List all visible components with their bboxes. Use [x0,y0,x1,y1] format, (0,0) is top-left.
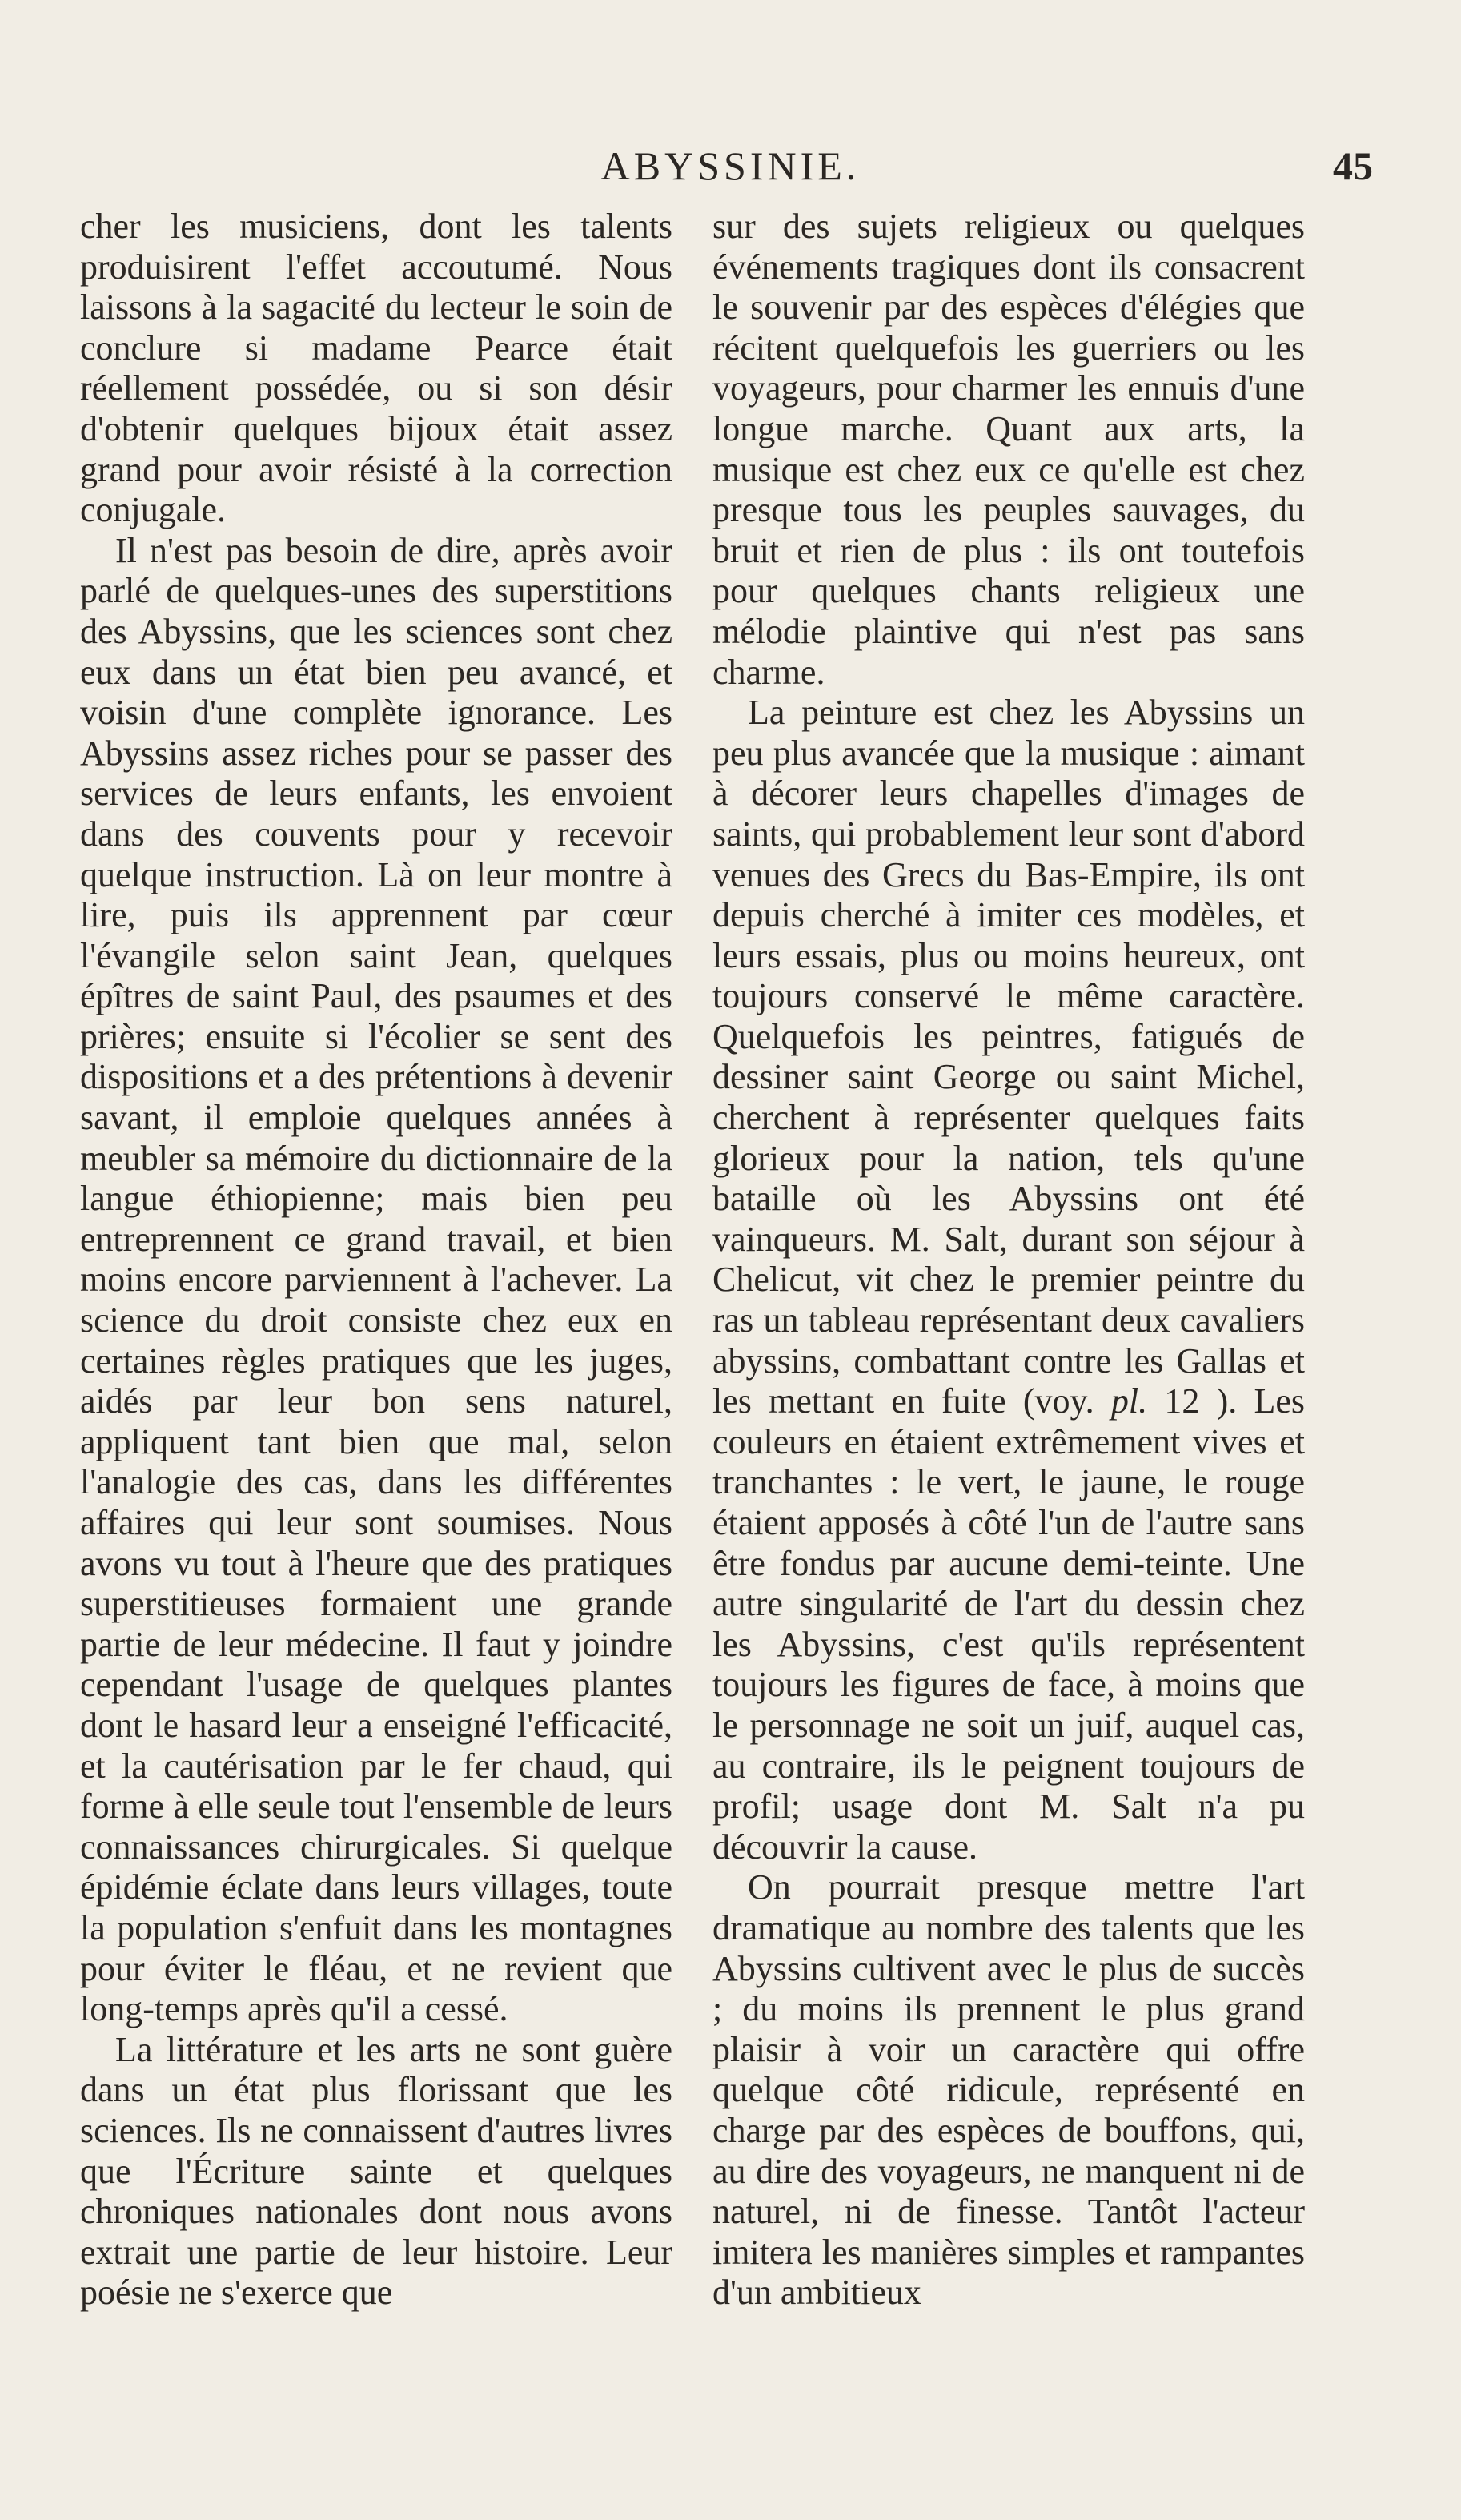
right-paragraph-1: sur des sujets religieux ou quelques événements tragiques dont ils consacrent le souvenir par des espèces d'élégies que récitent quelquefois les guerriers ou les voyageurs, pour charmer les ennuis d'une longue marche. Quant aux arts, la musique est chez eux ce qu'elle est chez presque tous les peuples sauvages, du bruit et rien de plus : ils ont toutefois pour quelques chants religieux une mélodie plaintive qui n'est pas sans charme. [712,207,1305,692]
left-column [80,207,672,2313]
right-paragraph-2-text-b: 12 ). Les couleurs en étaient extrêmement vives et tranchantes : le vert, le jaune, le rouge étaient apposés à côté l'un de l'autre sans être fondus par aucune demi-teinte. Une autre singularité de l'art du dessin chez les Abyssins, c'est qu'ils représentent toujours les figures de face, à moins que le personnage ne soit un juif, auquel cas, au contraire, ils le peignent toujours de profil; usage dont M. Salt n'a pu découvrir la cause. [712,1381,1306,1867]
page-header [0,143,1461,199]
page-number: 45 [1333,143,1373,188]
right-paragraph-2-text-a: La peinture est chez les Abyssins un peu plus avancée que la musique : aimant à décorer leurs chapelles d'images de saints, qui probablement leur sont d'abord venues des Grecs du Bas-Empire, ils ont depuis cherché à imiter ces modèles, et leurs essais, plus ou moins heureux, ont toujours conservé le même caractère. Quelquefois les peintres, fatigués de dessiner saint George ou saint Michel, cherchent à représenter quelques faits glorieux pour la nation, tels qu'une bataille où les Abyssins ont été vainqueurs. M. Salt, durant son séjour à Chelicut, vit chez le premier peintre du ras un tableau représentant deux cavaliers abyssins, combattant contre les Gallas et les mettant en fuite (voy. [712,693,1305,1421]
right-paragraph-2 [712,693,1305,1867]
right-column [712,207,1305,2313]
left-paragraph-2: Il n'est pas besoin de dire, après avoir parlé de quelques-unes des superstitions des Abyssins, que les sciences sont chez eux dans un état bien peu avancé, et voisin d'une complète ignorance. Les Abyssins assez riches pour se passer des services de leurs enfants, les envoient dans des couvents pour y recevoir quelque instruction. Là on leur montre à lire, puis ils apprennent par cœur l'évangile selon saint Jean, quelques épîtres de saint Paul, des psaumes et des prières; ensuite si l'écolier se sent des dispositions et a des prétentions à devenir savant, il emploie quelques années à meubler sa mémoire du dictionnaire de la langue éthiopienne; mais bien peu entreprennent ce grand travail, et bien moins encore parviennent à l'achever. La science du droit consiste chez eux en certaines règles pratiques que les juges, aidés par leur bon sens naturel, appliquent tant bien que mal, selon l'analogie des cas, dans les différentes affaires qui leur sont soumises. Nous avons vu tout à l'heure que des pratiques superstitieuses formaient une grande partie de leur médecine. Il faut y joindre cependant l'usage de quelques plantes dont le hasard leur a enseigné l'efficacité, et la cautérisation par le fer chaud, qui forme à elle seule tout l'ensemble de leurs connaissances chirurgicales. Si quelque épidémie éclate dans leurs villages, toute la population s'enfuit dans les montagnes pour éviter le fléau, et ne revient que long-temps après qu'il a cessé. [80,530,672,2029]
plate-abbreviation: pl. [1110,1381,1148,1421]
running-title: ABYSSINIE. [600,143,861,188]
right-paragraph-3: On pourrait presque mettre l'art dramatique au nombre des talents que les Abyssins cultivent avec le plus de succès ; du moins ils prennent le plus grand plaisir à voir un caractère qui offre quelque côté ridicule, représenté en charge par des espèces de bouffons, qui, au dire des voyageurs, ne manquent ni de naturel, ni de finesse. Tantôt l'acteur imitera les manières simples et rampantes d'un ambitieux [712,1867,1305,2313]
left-paragraph-1: cher les musiciens, dont les talents produisirent l'effet accoutumé. Nous laissons à la sagacité du lecteur le soin de conclure si madame Pearce était réellement possédée, ou si son désir d'obtenir quelques bijoux était assez grand pour avoir résisté à la correction conjugale. [80,207,672,530]
left-paragraph-3: La littérature et les arts ne sont guère dans un état plus florissant que les sciences. Ils ne connaissent d'autres livres que l'Écriture sainte et quelques chroniques nationales dont nous avons extrait une partie de leur histoire. Leur poésie ne s'exerce que [80,2029,672,2313]
